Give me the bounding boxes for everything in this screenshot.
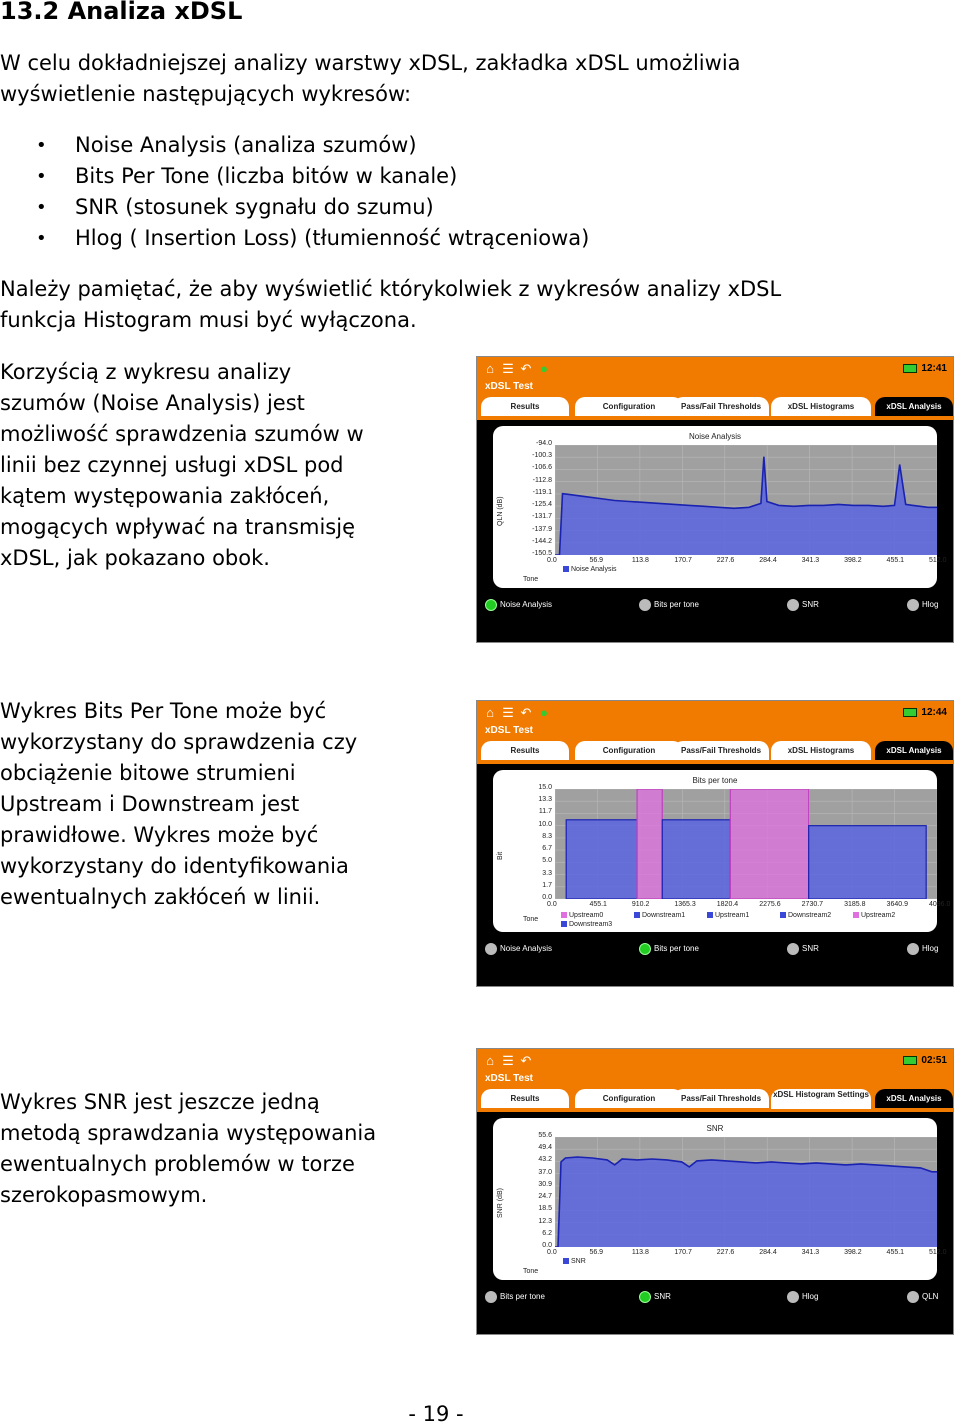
x-tick-label: 3640.9 bbox=[886, 901, 908, 908]
y-axis-label: QLN (dB) bbox=[497, 496, 504, 526]
noise-analysis-screenshot bbox=[476, 356, 954, 643]
tab-0[interactable]: Results bbox=[481, 741, 569, 760]
radio-option-2[interactable] bbox=[787, 599, 819, 611]
y-tick-label: 12.3 bbox=[538, 1217, 552, 1225]
chart-selector bbox=[477, 939, 953, 965]
list-item: • Noise Analysis (analiza szumów) bbox=[0, 130, 589, 161]
app-header bbox=[477, 357, 953, 394]
y-tick-label: 43.2 bbox=[538, 1156, 552, 1164]
x-tick-label: 0.0 bbox=[547, 557, 557, 564]
y-tick-label: 30.9 bbox=[538, 1180, 552, 1188]
y-tick-label: -100.3 bbox=[532, 452, 552, 460]
list-item: • SNR (stosunek sygnału do szumu) bbox=[0, 192, 589, 223]
y-tick-label: 15.0 bbox=[538, 784, 552, 791]
y-tick-label: -119.1 bbox=[532, 488, 552, 496]
bits-per-tone-screenshot bbox=[476, 700, 954, 987]
x-axis-label: Tone bbox=[523, 1268, 539, 1275]
home-icon[interactable]: ⌂ bbox=[486, 361, 494, 376]
legend-swatch bbox=[634, 912, 640, 918]
y-tick-label: 1.7 bbox=[542, 881, 552, 889]
radio-label: QLN bbox=[922, 1292, 939, 1302]
radio-label: Hlog bbox=[922, 600, 939, 610]
chart-title: SNR bbox=[706, 1124, 724, 1133]
x-tick-label: 227.6 bbox=[716, 557, 735, 564]
histogram-note: Należy pamiętać, że aby wyświetlić którykolwiek z wykresów analizy xDSL funkcja Histogram musi być wyłączona. bbox=[0, 277, 782, 332]
legend-entry: Upstream0 bbox=[561, 912, 603, 919]
tab-0[interactable]: Results bbox=[481, 1089, 569, 1108]
y-tick-label: -150.5 bbox=[532, 550, 552, 557]
app-header bbox=[477, 1049, 953, 1086]
y-tick-label: -112.8 bbox=[532, 476, 552, 484]
chart-title: Bits per tone bbox=[692, 776, 738, 785]
x-tick-label: 0.0 bbox=[547, 1249, 557, 1256]
tab-2[interactable]: Pass/Fail Thresholds bbox=[673, 741, 769, 760]
tab-1[interactable]: Configuration bbox=[575, 1089, 683, 1108]
radio-icon[interactable] bbox=[639, 1291, 651, 1303]
chart-panel bbox=[493, 1118, 947, 1280]
y-tick-label: -125.4 bbox=[532, 501, 552, 509]
tab-bar bbox=[477, 1086, 953, 1112]
clock: 12:44 bbox=[921, 707, 947, 718]
bar-Upstream2 bbox=[730, 789, 808, 899]
intro-paragraph: W celu dokładniejszej analizy warstwy xDSL, zakładka xDSL umożliwia wyświetlenie następujących wykresów: bbox=[0, 51, 741, 106]
legend-entry: Upstream1 bbox=[707, 912, 749, 919]
legend-swatch bbox=[563, 1258, 569, 1264]
home-icon[interactable]: ⌂ bbox=[486, 705, 494, 720]
radio-label: Bits per tone bbox=[654, 944, 699, 954]
status-light-icon: ● bbox=[540, 361, 548, 376]
x-tick-label: 455.1 bbox=[589, 901, 607, 908]
plot-area bbox=[555, 445, 937, 555]
radio-label: Bits per tone bbox=[654, 600, 699, 610]
back-icon[interactable]: ↶ bbox=[520, 361, 532, 376]
x-tick-label: 113.8 bbox=[631, 557, 649, 564]
clock: 12:41 bbox=[921, 363, 947, 374]
list-item: • Hlog ( Insertion Loss) (tłumienność wtrąceniowa) bbox=[0, 223, 589, 254]
radio-label: SNR bbox=[802, 600, 819, 610]
legend-swatch bbox=[780, 912, 786, 918]
tab-4[interactable]: xDSL Analysis bbox=[875, 741, 953, 760]
y-tick-label: -144.2 bbox=[532, 537, 552, 545]
y-tick-label: 13.3 bbox=[538, 796, 552, 804]
chart-title: Noise Analysis bbox=[688, 432, 742, 441]
tab-4[interactable]: xDSL Analysis bbox=[875, 397, 953, 416]
bar-Downstream3 bbox=[809, 826, 927, 899]
radio-icon[interactable] bbox=[907, 943, 919, 955]
x-tick-label: 2730.7 bbox=[801, 901, 824, 908]
status-light-icon: ● bbox=[540, 705, 548, 720]
y-tick-label: 24.7 bbox=[538, 1193, 552, 1201]
radio-option-2[interactable] bbox=[787, 1291, 818, 1303]
radio-option-0[interactable] bbox=[485, 599, 552, 611]
section-heading: 13.2 Analiza xDSL bbox=[0, 0, 243, 25]
chart-panel bbox=[493, 770, 951, 932]
plot-area bbox=[555, 789, 937, 899]
chart-selector bbox=[477, 595, 953, 621]
x-tick-label: 284.4 bbox=[759, 1249, 777, 1256]
y-tick-label: -106.6 bbox=[532, 464, 552, 472]
x-tick-label: 455.1 bbox=[886, 557, 905, 564]
x-tick-label: 1820.4 bbox=[716, 901, 739, 908]
tab-1[interactable]: Configuration bbox=[575, 741, 683, 760]
noise-analysis-description: Korzyścią z wykresu analizy szumów (Noise Analysis) jest możliwość sprawdzenia szumów w linii bez czynnej usługi xDSL pod kątem występowania zakłóceń, mogących wpływać na transmisję xDSL, jak pokazano obok. bbox=[0, 360, 364, 570]
y-tick-label: 49.4 bbox=[538, 1144, 552, 1152]
tab-bar bbox=[477, 394, 953, 420]
x-tick-label: 2275.6 bbox=[759, 901, 781, 908]
x-tick-label: 910.2 bbox=[631, 901, 650, 908]
radio-label: Bits per tone bbox=[500, 1292, 545, 1302]
legend-entry: Downstream1 bbox=[634, 912, 685, 919]
x-tick-label: 284.4 bbox=[759, 557, 777, 564]
tab-1[interactable]: Configuration bbox=[575, 397, 683, 416]
radio-option-3[interactable] bbox=[907, 1291, 938, 1303]
menu-icon[interactable]: ☰ bbox=[502, 361, 514, 376]
radio-option-2[interactable] bbox=[787, 943, 819, 955]
y-tick-label: -137.9 bbox=[532, 525, 552, 533]
chart-panel bbox=[493, 426, 947, 588]
radio-icon[interactable] bbox=[787, 599, 799, 611]
x-axis-label: Tone bbox=[523, 576, 539, 583]
series-area bbox=[555, 1157, 937, 1247]
radio-icon[interactable] bbox=[787, 943, 799, 955]
x-tick-label: 0.0 bbox=[547, 901, 557, 908]
chart-type-list bbox=[0, 130, 589, 254]
menu-icon[interactable]: ☰ bbox=[502, 705, 514, 720]
home-icon[interactable]: ⌂ bbox=[486, 1053, 494, 1068]
app-title: xDSL Test bbox=[485, 725, 533, 736]
bar-Downstream2 bbox=[662, 820, 730, 899]
clock: 02:51 bbox=[921, 1055, 947, 1066]
tab-3[interactable]: xDSL Histograms bbox=[771, 741, 871, 760]
radio-icon[interactable] bbox=[485, 1291, 497, 1303]
chart-svg bbox=[555, 789, 937, 899]
radio-option-3[interactable] bbox=[907, 599, 938, 611]
list-item: • Bits Per Tone (liczba bitów w kanale) bbox=[0, 161, 589, 192]
y-tick-label: 5.0 bbox=[542, 857, 552, 865]
legend-swatch bbox=[561, 921, 567, 927]
x-tick-label: 227.6 bbox=[716, 1249, 735, 1256]
radio-icon[interactable] bbox=[907, 599, 919, 611]
radio-icon[interactable] bbox=[485, 599, 497, 611]
radio-option-1[interactable] bbox=[639, 1291, 671, 1303]
app-header bbox=[477, 701, 953, 738]
legend-swatch bbox=[853, 912, 859, 918]
legend-entry: Downstream3 bbox=[561, 921, 612, 928]
radio-option-1[interactable] bbox=[639, 943, 699, 955]
app-title: xDSL Test bbox=[485, 381, 533, 392]
radio-option-0[interactable] bbox=[485, 943, 552, 955]
radio-option-3[interactable] bbox=[907, 943, 938, 955]
snr-screenshot bbox=[476, 1048, 954, 1335]
x-axis-label: Tone bbox=[523, 916, 539, 923]
y-tick-label: 6.2 bbox=[542, 1229, 552, 1237]
y-tick-label: 55.6 bbox=[538, 1132, 552, 1139]
radio-icon[interactable] bbox=[639, 943, 651, 955]
radio-label: Noise Analysis bbox=[500, 944, 553, 954]
tab-3[interactable]: xDSL Histograms bbox=[771, 397, 871, 416]
bits-per-tone-description: Wykres Bits Per Tone może być wykorzystany do sprawdzenia czy obciążenie bitowe strumieni Upstream i Downstream jest prawidłowe. Wykres może być wykorzystany do identyfikowania ewentualnych zakłóceń w linii. bbox=[0, 699, 358, 909]
tab-bar bbox=[477, 738, 953, 764]
y-tick-label: 0.0 bbox=[542, 894, 552, 901]
legend-swatch bbox=[561, 912, 567, 918]
chart-svg bbox=[555, 1137, 937, 1247]
x-tick-label: 4096.0 bbox=[929, 901, 951, 908]
y-tick-label: 6.7 bbox=[542, 845, 552, 853]
battery-icon bbox=[903, 1056, 917, 1065]
radio-label: Hlog bbox=[802, 1292, 819, 1302]
x-tick-label: 3185.8 bbox=[844, 901, 866, 908]
chart-svg bbox=[555, 445, 937, 555]
plot-area bbox=[555, 1137, 937, 1247]
y-tick-label: 0.0 bbox=[542, 1242, 552, 1249]
tab-2[interactable]: Pass/Fail Thresholds bbox=[673, 1089, 769, 1108]
legend-entry: SNR bbox=[563, 1258, 586, 1265]
y-tick-label: 10.0 bbox=[538, 820, 552, 828]
legend-swatch bbox=[563, 566, 569, 572]
page-number: - 19 - bbox=[408, 1402, 464, 1426]
radio-label: SNR bbox=[802, 944, 819, 954]
tab-3[interactable]: xDSL Histogram Settings bbox=[771, 1089, 871, 1109]
x-tick-label: 512.0 bbox=[929, 1249, 947, 1256]
radio-icon[interactable] bbox=[639, 599, 651, 611]
battery-icon bbox=[903, 364, 917, 373]
x-tick-label: 170.7 bbox=[674, 557, 692, 564]
radio-icon[interactable] bbox=[907, 1291, 919, 1303]
legend-entry: Noise Analysis bbox=[563, 566, 617, 573]
radio-option-0[interactable] bbox=[485, 1291, 545, 1303]
bar-Downstream1 bbox=[566, 820, 637, 899]
back-icon[interactable]: ↶ bbox=[520, 705, 532, 720]
tab-0[interactable]: Results bbox=[481, 397, 569, 416]
chart-selector bbox=[477, 1287, 953, 1313]
x-tick-label: 398.2 bbox=[844, 1249, 862, 1256]
y-tick-label: 8.3 bbox=[542, 832, 552, 840]
x-tick-label: 512.0 bbox=[929, 557, 947, 564]
x-tick-label: 341.3 bbox=[801, 557, 820, 564]
tab-2[interactable]: Pass/Fail Thresholds bbox=[673, 397, 769, 416]
battery-icon bbox=[903, 708, 917, 717]
y-tick-label: 3.3 bbox=[542, 869, 552, 877]
y-tick-label: 37.0 bbox=[538, 1168, 552, 1176]
radio-icon[interactable] bbox=[485, 943, 497, 955]
x-tick-label: 398.2 bbox=[844, 557, 862, 564]
radio-icon[interactable] bbox=[787, 1291, 799, 1303]
back-icon[interactable]: ↶ bbox=[520, 1053, 532, 1068]
app-title: xDSL Test bbox=[485, 1073, 533, 1084]
x-tick-label: 56.9 bbox=[589, 557, 604, 564]
x-tick-label: 56.9 bbox=[589, 1249, 604, 1256]
x-tick-label: 1365.3 bbox=[674, 901, 696, 908]
x-tick-label: 113.8 bbox=[631, 1249, 649, 1256]
y-tick-label: -94.0 bbox=[536, 440, 552, 447]
y-axis-label: Bit bbox=[497, 851, 504, 860]
y-tick-label: 11.7 bbox=[538, 808, 552, 816]
radio-label: Noise Analysis bbox=[500, 600, 553, 610]
snr-description: Wykres SNR jest jeszcze jedną metodą sprawdzania występowania ewentualnych problemów w torze szerokopasmowym. bbox=[0, 1090, 377, 1207]
legend-entry: Upstream2 bbox=[853, 912, 895, 919]
radio-option-1[interactable] bbox=[639, 599, 699, 611]
y-tick-label: -131.7 bbox=[532, 513, 552, 521]
menu-icon[interactable]: ☰ bbox=[502, 1053, 514, 1068]
y-axis-label: SNR (dB) bbox=[497, 1188, 504, 1218]
x-tick-label: 341.3 bbox=[801, 1249, 820, 1256]
legend-entry: Downstream2 bbox=[780, 912, 831, 919]
legend-swatch bbox=[707, 912, 713, 918]
tab-4[interactable]: xDSL Analysis bbox=[875, 1089, 953, 1108]
x-tick-label: 455.1 bbox=[886, 1249, 905, 1256]
radio-label: Hlog bbox=[922, 944, 939, 954]
x-tick-label: 170.7 bbox=[674, 1249, 692, 1256]
bar-Upstream1 bbox=[637, 789, 662, 899]
y-tick-label: 18.5 bbox=[538, 1205, 552, 1213]
radio-label: SNR bbox=[654, 1292, 671, 1302]
